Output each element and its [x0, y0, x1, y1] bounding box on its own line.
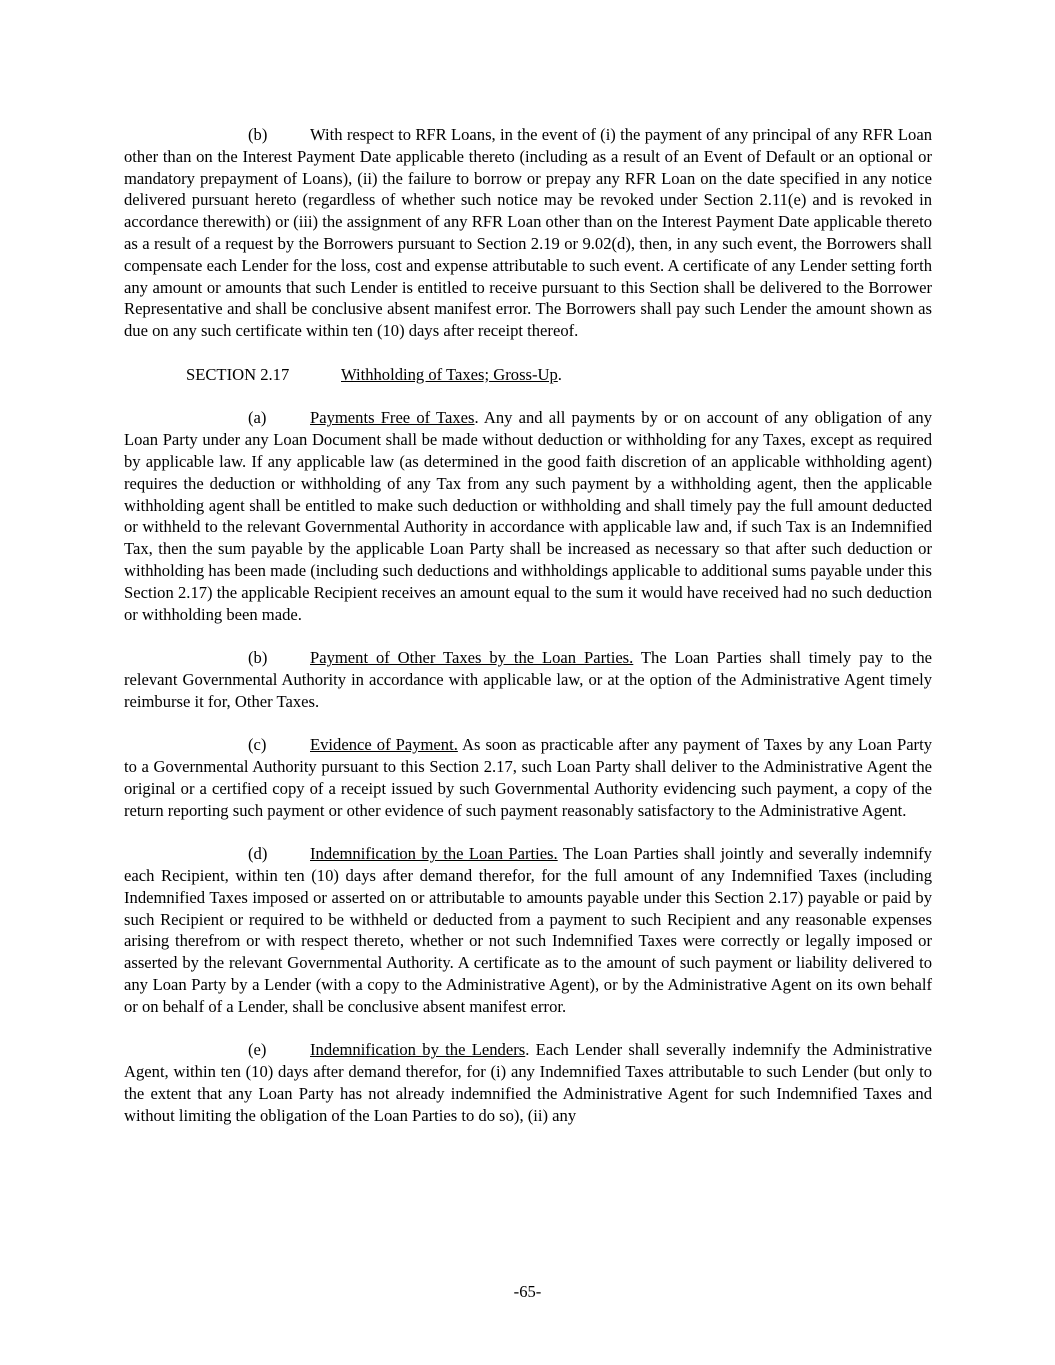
- paragraph-text: The Loan Parties shall jointly and severally indemnify each Recipient, within ten (10) days after demand therefor, for the full amount of any Indemnified Taxes (including Indemnified Taxes imposed or asserted on or attributable to amounts payable under this Section 2.17) payable or paid by such Recipient or required to be withheld or deducted from a payment to such Recipient and any reasonable expenses arising therefrom or with respect thereto, whether or not such Indemnified Taxes were correctly or legally imposed or asserted by the relevant Governmental Authority. A certificate as to the amount of such payment or liability delivered to any Loan Party by a Lender (with a copy to the Administrative Agent), or by the Administrative Agent on its own behalf or on behalf of a Lender, shall be conclusive absent manifest error.: [124, 844, 932, 1016]
- paragraph-a: [124, 407, 932, 625]
- paragraph-d: [124, 843, 932, 1017]
- paragraph-marker: (a): [248, 408, 267, 428]
- section-heading: [124, 364, 932, 386]
- paragraph-title: Indemnification by the Loan Parties.: [310, 844, 558, 864]
- paragraph-c: [124, 734, 932, 821]
- paragraph-marker: (e): [248, 1040, 267, 1060]
- paragraph-text: . Any and all payments by or on account of any obligation of any Loan Party under any Loan Document shall be made without deduction or withholding for any Taxes, except as required by applicable law. If any applicable law (as determined in the good faith discretion of an applicable withholding agent) requires the deduction or withholding of any Tax from any such payment by a withholding agent, then the applicable withholding agent shall be entitled to make such deduction or withholding and shall timely pay the full amount deducted or withheld to the relevant Governmental Authority in accordance with applicable law and, if such Tax is an Indemnified Tax, then the sum payable by the applicable Loan Party shall be increased as necessary so that after such deduction or withholding has been made (including such deductions and withholdings applicable to additional sums payable under this Section 2.17) the applicable Recipient receives an amount equal to the sum it would have received had no such deduction or withholding been made.: [124, 408, 932, 624]
- section-title: Withholding of Taxes; Gross-Up: [341, 364, 558, 384]
- paragraph-title: Evidence of Payment.: [310, 735, 458, 755]
- paragraph-e: [124, 1039, 932, 1126]
- page-number: -65-: [513, 1282, 542, 1301]
- paragraph-marker: (b): [248, 648, 268, 668]
- paragraph-text: As soon as practicable after any payment of Taxes by any Loan Party to a Governmental Authority pursuant to this Section 2.17, such Loan Party shall deliver to the Administrative Agent the original or a certified copy of a receipt issued by such Governmental Authority evidencing such payment, a copy of the return reporting such payment or other evidence of such payment reasonably satisfactory to the Administrative Agent.: [124, 735, 932, 820]
- document-page: [124, 124, 932, 1127]
- paragraph-title: Indemnification by the Lenders: [310, 1040, 526, 1060]
- paragraph-text: With respect to RFR Loans, in the event of (i) the payment of any principal of any RFR Loan other than on the Interest Payment Date applicable thereto (including as a result of an Event of Default or an optional or mandatory prepayment of Loans), (ii) the failure to borrow or prepay any RFR Loan on the date specified in any notice delivered pursuant hereto (regardless of whether such notice may be revoked under Section 2.11(e) and is revoked in accordance therewith) or (iii) the assignment of any RFR Loan other than on the Interest Payment Date applicable thereto as a result of a request by the Borrowers pursuant to Section 2.19 or 9.02(d), then, in any such event, the Borrowers shall compensate each Lender for the loss, cost and expense attributable to such event. A certificate of any Lender setting forth any amount or amounts that such Lender is entitled to receive pursuant to this Section shall be delivered to the Borrower Representative and shall be conclusive absent manifest error. The Borrowers shall pay such Lender the amount shown as due on any such certificate within ten (10) days after receipt thereof.: [124, 125, 932, 341]
- paragraph-b-rfr-loans: [124, 124, 932, 342]
- paragraph-title: Payment of Other Taxes by the Loan Parties.: [310, 648, 634, 668]
- paragraph-b: [124, 647, 932, 712]
- section-title-trail: .: [557, 364, 562, 384]
- paragraph-marker: (b): [248, 125, 268, 144]
- paragraph-marker: (c): [248, 735, 267, 755]
- paragraph-marker: (d): [248, 844, 268, 864]
- section-number: SECTION 2.17: [186, 364, 290, 384]
- paragraph-title: Payments Free of Taxes: [310, 408, 475, 428]
- paragraph-text: . Each Lender shall severally indemnify the Administrative Agent, within ten (10) days after demand therefor, for (i) any Indemnified Taxes attributable to such Lender (but only to the extent that any Loan Party has not already indemnified the Administrative Agent for such Indemnified Taxes and without limiting the obligation of the Loan Parties to do so), (ii) any: [124, 1040, 932, 1125]
- paragraph-text: The Loan Parties shall timely pay to the relevant Governmental Authority in accordance with applicable law, or at the option of the Administrative Agent timely reimburse it for, Other Taxes.: [124, 648, 932, 711]
